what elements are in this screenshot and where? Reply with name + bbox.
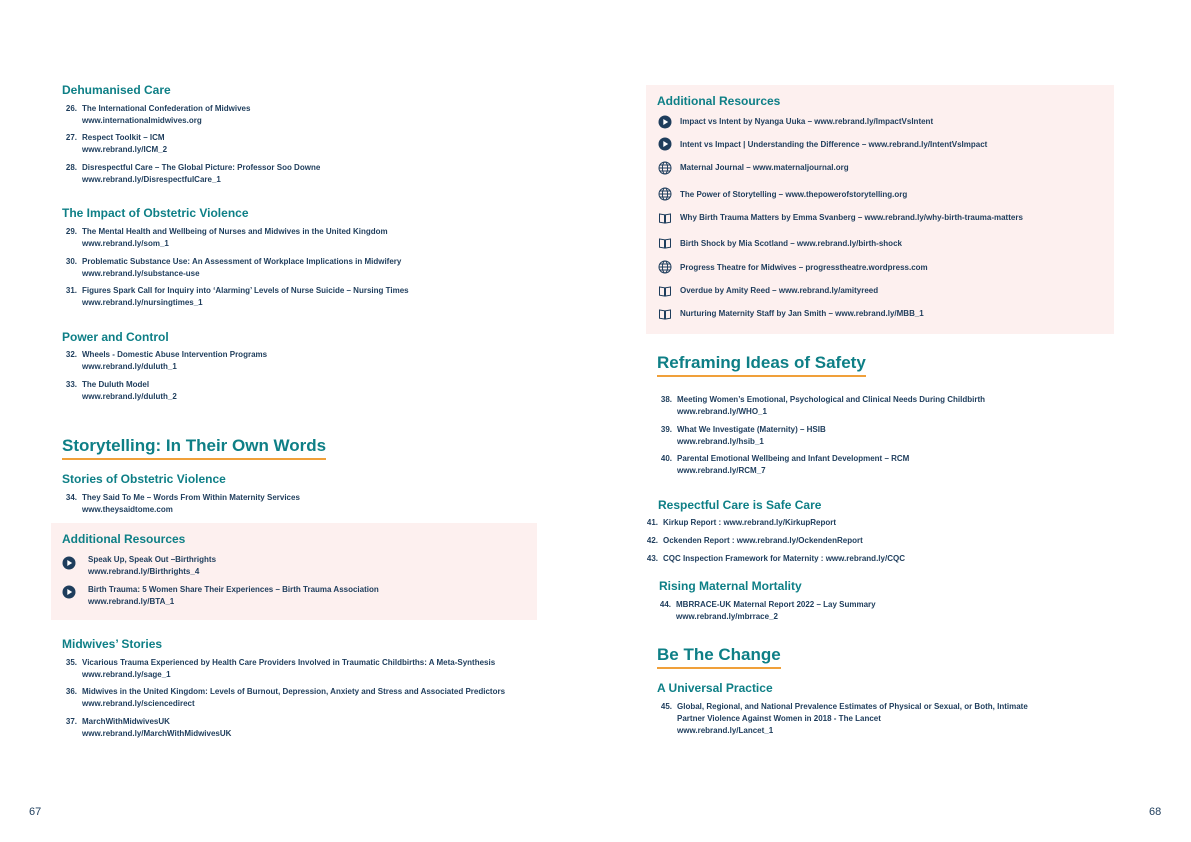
reference-link[interactable]: www.rebrand.ly/duluth_1 (82, 362, 177, 371)
reference-link[interactable]: www.rebrand.ly/Lancet_1 (677, 726, 774, 735)
reference-link[interactable]: www.rebrand.ly/DisrespectfulCare_1 (82, 175, 221, 184)
resource-item[interactable]: Intent vs Impact | Understanding the Difference – www.rebrand.ly/IntentVsImpact (680, 140, 988, 149)
book-icon[interactable] (658, 307, 672, 321)
reference-link[interactable]: Kirkup Report : www.rebrand.ly/KirkupReport (663, 518, 837, 527)
reference-link[interactable]: www.theysaidtome.com (82, 505, 173, 514)
play-icon[interactable] (62, 556, 76, 570)
resource-item[interactable]: The Power of Storytelling – www.thepowerofstorytelling.org (680, 190, 908, 199)
play-icon[interactable] (62, 585, 76, 599)
reference-link[interactable]: www.rebrand.ly/WHO_1 (677, 407, 767, 416)
resource-link[interactable]: www.rebrand.ly/Birthrights_4 (88, 567, 200, 576)
reference-link[interactable]: www.rebrand.ly/substance-use (82, 269, 200, 278)
resource-item[interactable]: Why Birth Trauma Matters by Emma Svanberg – www.rebrand.ly/why-birth-trauma-matters (680, 213, 1023, 222)
globe-icon[interactable] (658, 161, 672, 175)
storytelling-title: Storytelling: In Their Own Words (62, 436, 326, 460)
reference-link[interactable]: www.rebrand.ly/som_1 (82, 239, 169, 248)
book-icon[interactable] (658, 284, 672, 298)
midwives-stories-heading: Midwives’ Stories (62, 637, 163, 651)
be-the-change-title: Be The Change (657, 645, 781, 669)
reference-link[interactable]: www.rebrand.ly/mbrrace_2 (676, 612, 778, 621)
globe-icon[interactable] (658, 260, 672, 274)
reference-link[interactable]: www.rebrand.ly/MarchWithMidwivesUK (82, 729, 232, 738)
reference-link[interactable]: www.rebrand.ly/sciencedirect (82, 699, 195, 708)
reference-link[interactable]: www.rebrand.ly/ICM_2 (82, 145, 168, 154)
globe-icon[interactable] (658, 187, 672, 201)
impact-heading: The Impact of Obstetric Violence (62, 206, 249, 220)
play-icon[interactable] (658, 137, 672, 151)
book-icon[interactable] (658, 236, 672, 250)
additional-resources-heading: Additional Resources (62, 532, 186, 546)
reference-link[interactable]: Ockenden Report : www.rebrand.ly/OckendenReport (663, 536, 863, 545)
book-icon[interactable] (658, 211, 672, 225)
reference-link[interactable]: www.rebrand.ly/RCM_7 (677, 466, 766, 475)
universal-practice-heading: A Universal Practice (657, 681, 773, 695)
additional-resources-heading: Additional Resources (657, 94, 781, 108)
reference-link[interactable]: CQC Inspection Framework for Maternity : www.rebrand.ly/CQC (663, 554, 905, 563)
play-icon[interactable] (658, 115, 672, 129)
resource-item[interactable]: Nurturing Maternity Staff by Jan Smith – www.rebrand.ly/MBB_1 (680, 309, 924, 318)
resource-item: Birth Trauma: 5 Women Share Their Experiences – Birth Trauma Association www.rebrand.ly/BTA_1 (88, 585, 379, 606)
reframing-title: Reframing Ideas of Safety (657, 353, 866, 377)
reference-link[interactable]: www.internationalmidwives.org (82, 116, 202, 125)
page-number-left: 67 (29, 806, 42, 818)
resource-item[interactable]: Overdue by Amity Reed – www.rebrand.ly/amityreed (680, 286, 879, 295)
resource-item[interactable]: Birth Shock by Mia Scotland – www.rebrand.ly/birth-shock (680, 239, 902, 248)
resource-item[interactable]: Progress Theatre for Midwives – progresstheatre.wordpress.com (680, 263, 928, 272)
resource-item: Speak Up, Speak Out –Birthrights www.rebrand.ly/Birthrights_4 (88, 555, 217, 576)
resource-item[interactable]: Maternal Journal – www.maternaljournal.org (680, 163, 849, 172)
reference-link[interactable]: www.rebrand.ly/sage_1 (82, 670, 171, 679)
reference-link[interactable]: www.rebrand.ly/nursingtimes_1 (82, 298, 203, 307)
page-number-right: 68 (1149, 806, 1162, 818)
resource-item[interactable]: Impact vs Intent by Nyanga Uuka – www.rebrand.ly/ImpactVsIntent (680, 117, 934, 126)
reference-link[interactable]: www.rebrand.ly/hsib_1 (677, 437, 764, 446)
respectful-care-heading: Respectful Care is Safe Care (658, 498, 822, 512)
resource-link[interactable]: www.rebrand.ly/BTA_1 (88, 597, 175, 606)
dehumanised-care-heading: Dehumanised Care (62, 83, 171, 97)
reference-link[interactable]: www.rebrand.ly/duluth_2 (82, 392, 177, 401)
rising-mortality-heading: Rising Maternal Mortality (659, 579, 802, 593)
power-control-heading: Power and Control (62, 330, 169, 344)
stories-heading: Stories of Obstetric Violence (62, 472, 226, 486)
